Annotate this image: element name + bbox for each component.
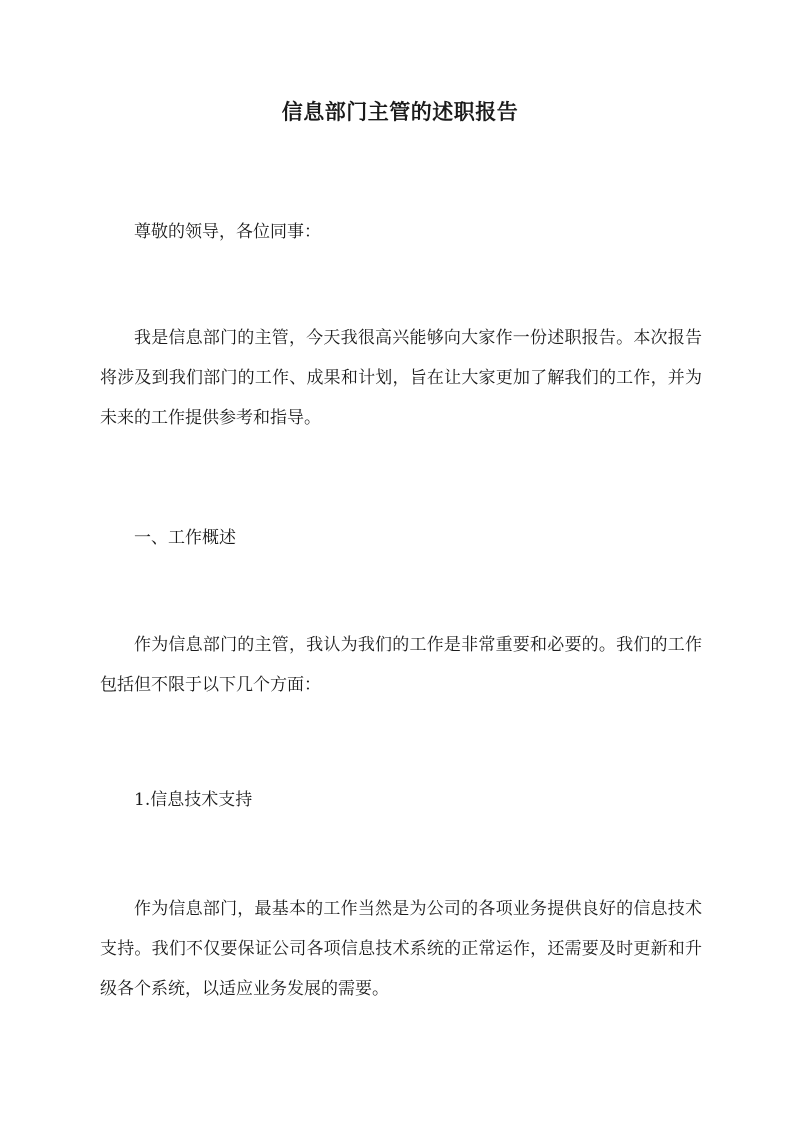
overview-paragraph: 作为信息部门的主管，我认为我们的工作是非常重要和必要的。我们的工作包括但不限于以下几个方面： — [100, 635, 702, 695]
intro-paragraph: 我是信息部门的主管，今天我很高兴能够向大家作一份述职报告。本次报告将涉及到我们部门的工作、成果和计划，旨在让大家更加了解我们的工作，并为未来的工作提供参考和指导。 — [100, 328, 702, 428]
report-title: 信息部门主管的述职报告 — [281, 99, 519, 124]
greeting-line: 尊敬的领导，各位同事： — [134, 222, 321, 242]
it-support-paragraph: 作为信息部门，最基本的工作当然是为公司的各项业务提供良好的信息技术支持。我们不仅要保证公司各项信息技术系统的正常运作，还需要及时更新和升级各个系统，以适应业务发展的需要。 — [100, 899, 702, 999]
section-heading-overview: 一、工作概述 — [134, 528, 236, 548]
subsection-heading-it-support: 1.信息技术支持 — [134, 790, 253, 810]
